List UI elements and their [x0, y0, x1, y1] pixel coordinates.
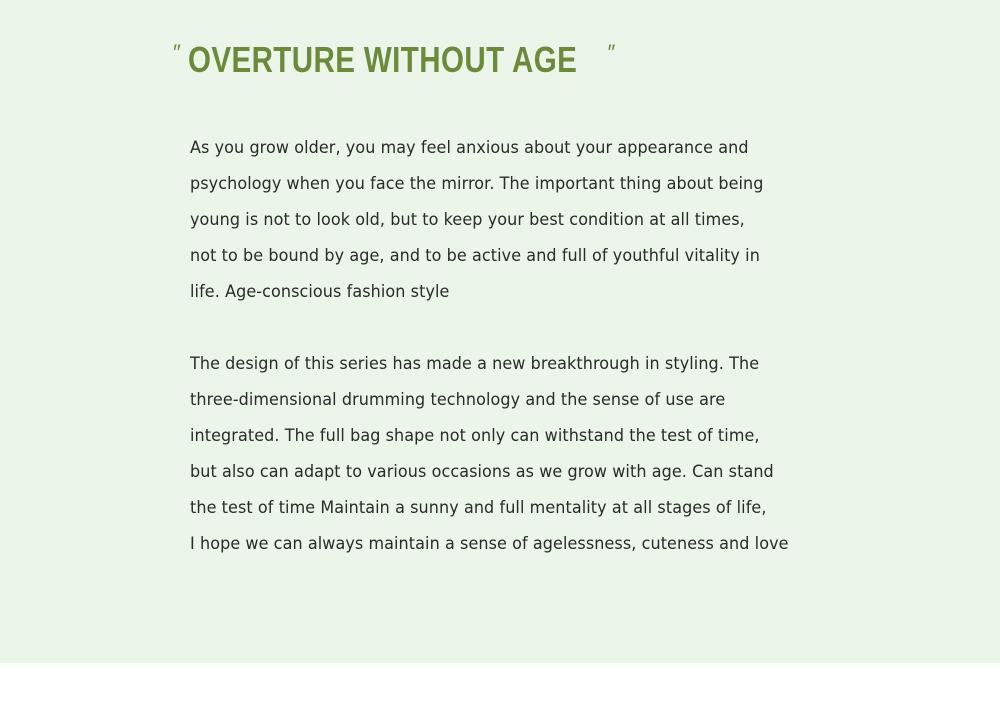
text-line: life. Age-conscious fashion style — [190, 282, 450, 302]
text-line: young is not to look old, but to keep your best condition at all times, — [190, 210, 745, 230]
title-close-quote: ″ — [606, 40, 615, 65]
text-line: three-dimensional drumming technology and the sense of use are — [190, 390, 726, 410]
text-line: psychology when you face the mirror. The important thing about being — [190, 174, 764, 194]
section-title — [172, 38, 614, 82]
text-line: but also can adapt to various occasions as we grow with age. Can stand — [190, 462, 774, 482]
title-text: OVERTURE WITHOUT AGE — [187, 39, 578, 80]
text-line: As you grow older, you may feel anxious about your appearance and — [190, 138, 749, 158]
title-open-quote: ″ — [172, 40, 180, 65]
paragraph-design — [190, 346, 850, 562]
text-line: integrated. The full bag shape not only can withstand the test of time, — [190, 426, 760, 446]
paragraph-intro — [190, 130, 850, 310]
text-line: I hope we can always maintain a sense of agelessness, cuteness and love — [190, 534, 789, 554]
text-line: not to be bound by age, and to be active and full of youthful vitality in — [190, 246, 760, 266]
body-text — [190, 130, 850, 562]
text-line: The design of this series has made a new breakthrough in styling. The — [190, 354, 760, 374]
text-line: the test of time Maintain a sunny and full mentality at all stages of life, — [190, 498, 767, 518]
